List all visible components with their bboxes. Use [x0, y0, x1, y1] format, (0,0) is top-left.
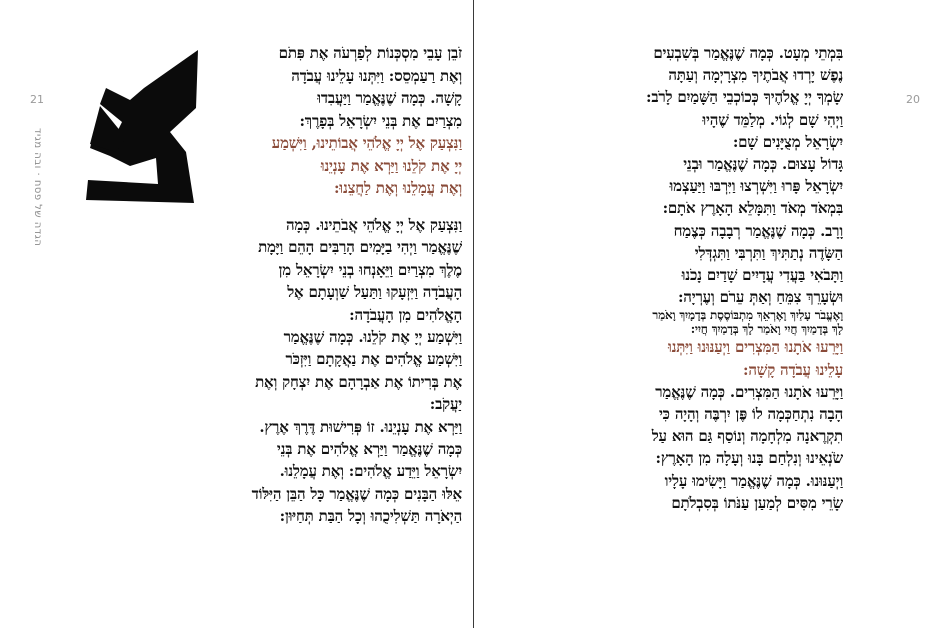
text-line: יִשְׂרָאֵל וַיֵּדַע אֱלֹהִים: וְאֶת עֲמָלֵנוּ.: [279, 462, 462, 481]
text-line: הָבָה נִתְחַכְּמָה לוֹ פֶּן יִרְבֶּה וְהָיָה כִּי: [658, 405, 843, 424]
text-line: וְאֶת עֲמָלֵנוּ וְאֶת לַחֲצֵנוּ:: [333, 179, 462, 197]
left-page-number: 21: [30, 93, 44, 106]
text-line: כְּמָה שֶׁנֶּאֱמַר וַיַּרְא אֱלֹהִים אֶת בְּנֵי: [276, 440, 462, 459]
text-line: קָשָׁה. כְּמָה שֶׁנֶּאֱמַר וַיַּעֲבִדוּ: [317, 89, 462, 107]
text-line: וַיִּשְׁמַע יְיָ אֶת קֹלֵנוּ. כְּמָה שֶׁנֶּאֱמַר: [283, 328, 462, 347]
text-line: וַנִּצְעַק אֶל יְיָ אֱלֹהֵי אֲבֹתֵינוּ. כְּמָה: [285, 216, 462, 234]
text-line: הָאֱלֹהִים מִן הָעֲבֹדָה:: [349, 305, 462, 324]
text-line: וַיַּרְא אֶת עָנְיֵנוּ. זוֹ פְּרִישׁוּת דֶּרֶךְ אֶרֶץ.: [259, 417, 462, 436]
left-text-block-bottom: [212, 214, 462, 528]
text-line: וַיִּשְׁמַע אֱלֹהִים אֶת נַאֲקָתָם וַיִּזְכֹּר: [285, 350, 462, 369]
right-page-number: 20: [906, 93, 920, 106]
text-line: מֶלֶךְ מִצְרַיִם וַיֵּאָנְחוּ בְנֵי יִשְׂרָאֵל מִן: [278, 260, 462, 279]
left-text-block-top: [212, 42, 462, 200]
drop-cap-tsadi: [86, 48, 206, 203]
text-line: זֹבֵן עָבֵי מִסְכְּנוֹת לְפַרְעֹה אֶת פִּתֹם: [278, 44, 462, 62]
text-line: וַיָּרֵעוּ אֹתָנוּ הַמִּצְרִים. כְּמָה שֶׁנֶּאֱמַר: [655, 382, 843, 401]
text-line: עָלֵינוּ עֲבֹדָה קָשָׁה:: [743, 360, 843, 379]
text-line: וּשְׂעָרֵךְ צִמֵּחַ וְאַתְּ עֵרֹם וְעֶרְיָה:: [677, 288, 843, 307]
text-line: וַנִּצְעַק אֶל יְיָ אֱלֹהֵי אֲבוֹתֵינוּ, וַיִּשְׁמַע: [271, 134, 462, 152]
text-line: מִצְרַיִם אֶת בְּנֵי יִשְׂרָאֵל בְּפָרֶךְ:: [299, 111, 462, 130]
text-line: יִשְׂרָאֵל פָּרוּ וַיִּשְׁרְצוּ וַיִּרְבּוּ וַיַּעַצְמוּ: [669, 177, 843, 196]
text-line: יַעֲקֹב:: [429, 395, 462, 414]
text-line: וָרָב. כְּמָה שֶׁנֶּאֱמַר רְבָבָה כְּצֶמַח: [673, 221, 843, 240]
text-line: לָךְ בְּדָמַיִךְ חֲיִי וָאֹמַר לָךְ בְּדָמַיִךְ חֲיִי:: [690, 322, 843, 337]
text-line: שָׂמְךָ יְיָ אֱלֹהֶיךָ כְּכוֹכְבֵי הַשָּׁמַיִם לָרֹב:: [645, 88, 843, 107]
text-line: בִּמְאֹד מְאֹד וַתִּמָּלֵא הָאָרֶץ אֹתָם:: [662, 199, 843, 218]
text-line: שֹׂנְאֵינוּ וְנִלְחַם בָּנוּ וְעָלָה מִן הָאָרֶץ:: [655, 449, 843, 468]
text-line: הַיְאֹרָה תַּשְׁלִיכֻהוּ וְכָל הַבַּת תְּחַיּוּן:: [279, 507, 462, 526]
text-line: וְאֶת רַעַמְסֵס: וַיִּתְּנוּ עָלֵינוּ עֲבֹדָה: [291, 66, 462, 85]
text-line: אֶת בְּרִיתוֹ אֶת אַבְרָהָם אֶת יִצְחָק וְאֶת: [255, 372, 462, 391]
gutter-line: [473, 0, 474, 628]
right-text-block: [588, 42, 843, 514]
text-line: וַיְעַנּוּנוּ. כְּמָה שֶׁנֶּאֱמַר וַיָּשִׂימוּ עָלָיו: [664, 471, 843, 490]
text-line: יִשְׂרָאֵל מְצֻיָּנִים שָׁם:: [732, 132, 843, 151]
text-line: הַשָּׂדֶה נְתַתִּיךְ וַתִּרְבִּי וַתִּגְדְּלִי: [694, 243, 843, 262]
text-line: וַיָּרֵעוּ אֹתָנוּ הַמִּצְרִים וַיְעַנּוּנוּ וַיִּתְּנוּ: [667, 338, 843, 357]
text-line: שָׂרֵי מִסִּים לְמַעַן עַנֹּתוֹ בְּסִבְלֹתָם: [671, 493, 843, 512]
text-line: וַתָּבֹאִי בַּעֲדִי עֲדָיִים שָׁדַיִם נָכֹנוּ: [681, 266, 843, 285]
text-line: בִּמְתֵי מְעָט. כְּמָה שֶׁנֶּאֱמַר בְּשִׁבְעִים: [653, 44, 843, 62]
text-line: אֵלּוּ הַבָּנִים כְּמָה שֶׁנֶּאֱמַר כָּל הַבֵּן הַיִּלּוֹד: [251, 484, 462, 503]
text-line: גָּדוֹל עָצוּם. כְּמָה שֶׁנֶּאֱמַר וּבְנֵי: [683, 155, 843, 174]
text-line: תִקְרֶאנָה מִלְחָמָה וְנוֹסַף גַּם הוּא עַל: [651, 427, 843, 446]
running-head: הגדה של פסח · ובה מגיד: [32, 128, 43, 247]
text-line: יְיָ אֶת קֹלֵנוּ וַיַּרְא אֶת עָנְיֵנוּ: [320, 156, 462, 175]
text-line: וַיְהִי שָׁם לְגוֹי. מְלַמֵּד שֶׁהָיוּ: [702, 110, 843, 129]
text-line: וָאֶעֱבֹר עָלַיִךְ וָאֶרְאֵךְ מִתְבּוֹסֶסֶת בְּדָמָיִךְ וָאֹמַר: [652, 308, 843, 323]
text-line: שֶׁנֶּאֱמַר וַיְהִי בַיָּמִים הָרַבִּים הָהֵם וַיָּמָת: [258, 238, 462, 257]
text-line: הָעֲבֹדָה וַיִּזְעָקוּ וַתַּעַל שַׁוְעָתָם אֶל: [287, 283, 462, 302]
text-line: נֶפֶשׁ יָרְדוּ אֲבֹתֶיךָ מִצְרָיְמָה וְעַתָּה: [668, 66, 843, 85]
